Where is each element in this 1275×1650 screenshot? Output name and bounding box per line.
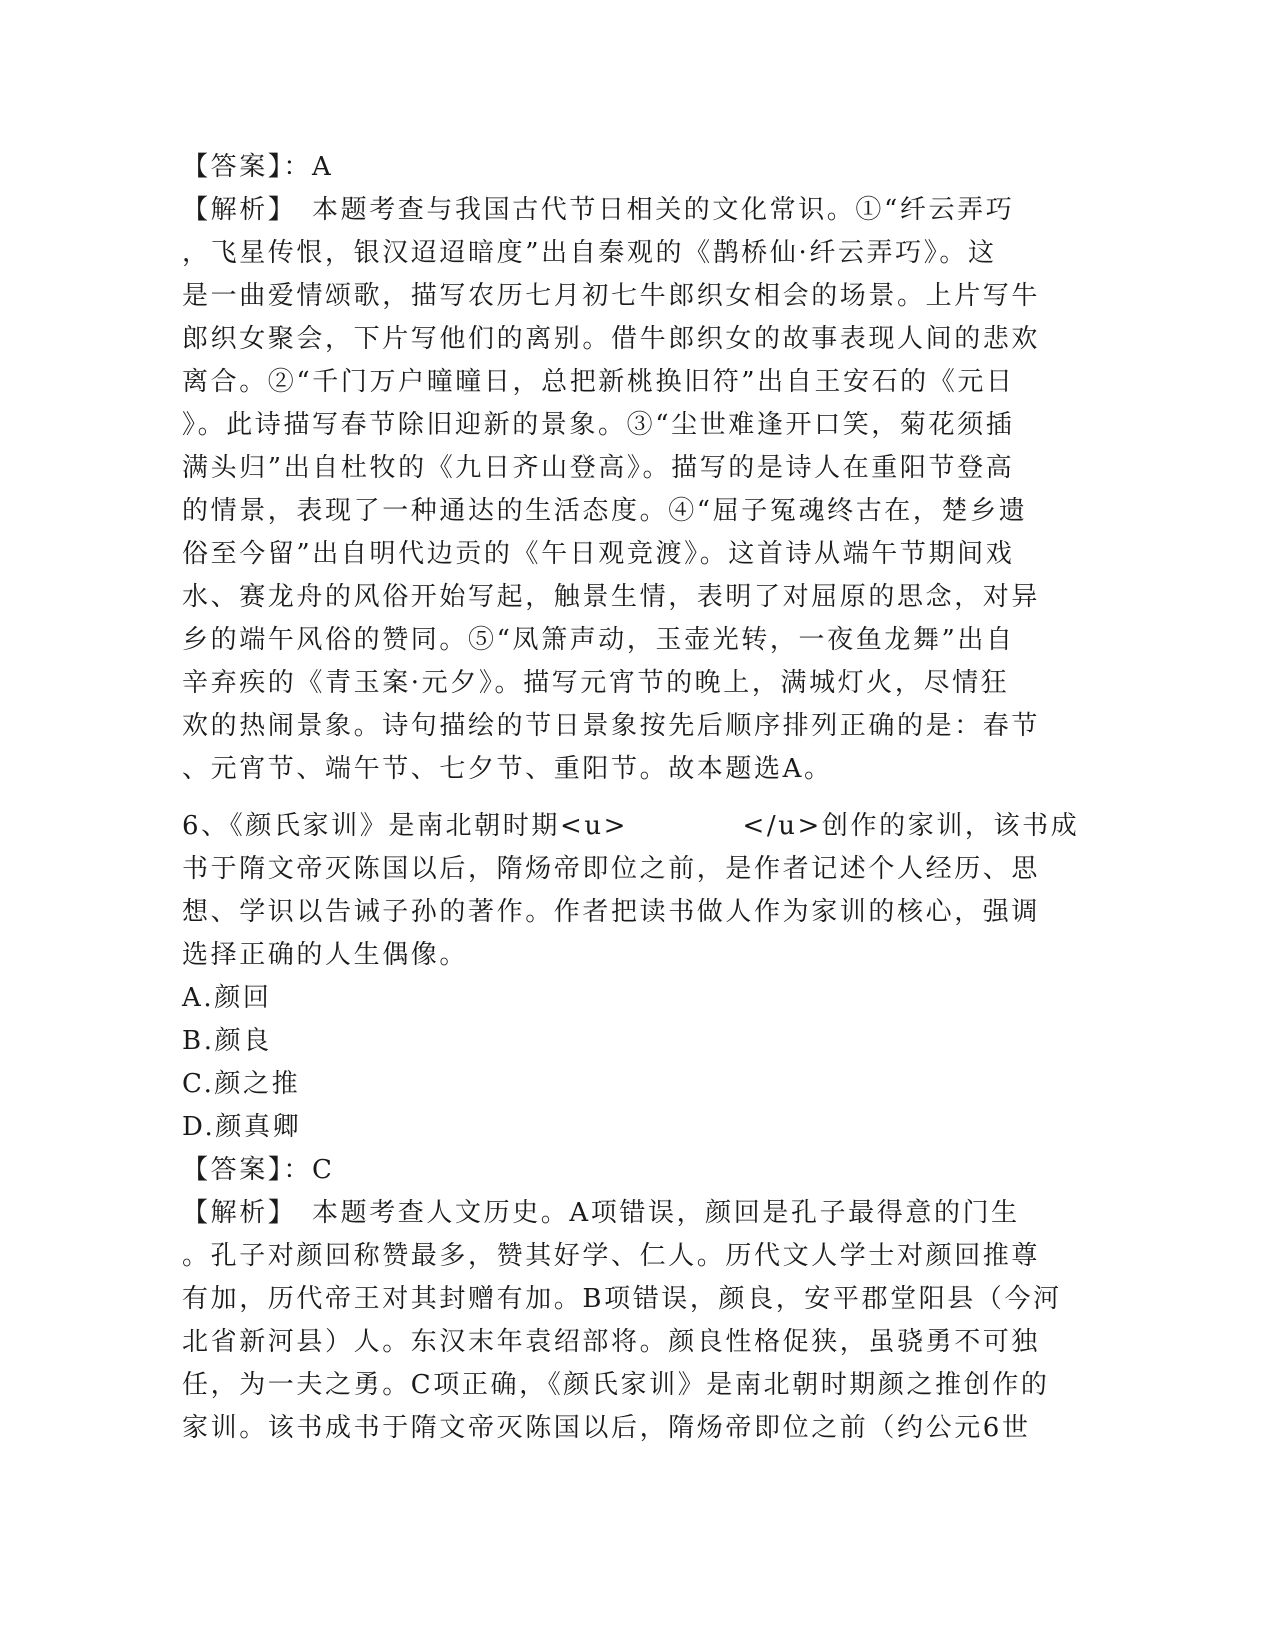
analysis-line: 郎织女聚会，下片写他们的离别。借牛郎织女的故事表现人间的悲欢 <box>182 324 1041 354</box>
analysis-line: 、元宵节、端午节、七夕节、重阳节。故本题选A。 <box>182 754 833 784</box>
analysis-line: 辛弃疾的《青玉案·元夕》。描写元宵节的晚上，满城灯火，尽情狂 <box>182 668 1010 698</box>
section-gap <box>182 791 1082 805</box>
option-d: D.颜真卿 <box>182 1112 302 1142</box>
option-a: A.颜回 <box>182 983 272 1013</box>
analysis-line: 欢的热闹景象。诗句描绘的节日景象按先后顺序排列正确的是：春节 <box>182 711 1041 741</box>
analysis-line: 。孔子对颜回称赞最多，赞其好学、仁人。历代文人学士对颜回推尊 <box>182 1241 1041 1271</box>
option-b: B.颜良 <box>182 1026 272 1056</box>
analysis-line: 【解析】 本题考查人文历史。A项错误，颜回是孔子最得意的门生 <box>182 1198 1020 1228</box>
question-stem-line: 选择正确的人生偶像。 <box>182 940 469 970</box>
analysis-line: 有加，历代帝王对其封赠有加。B项错误，颜良，安平郡堂阳县（今河 <box>182 1284 1062 1314</box>
analysis-line: ，飞星传恨，银汉迢迢暗度”出自秦观的《鹊桥仙·纤云弄巧》。这 <box>182 238 997 268</box>
analysis-line: 北省新河县）人。东汉末年袁绍部将。颜良性格促狭，虽骁勇不可独 <box>182 1327 1041 1357</box>
analysis-line: 满头归”出自杜牧的《九日齐山登高》。描写的是诗人在重阳节登高 <box>182 453 1015 483</box>
question-stem-line: 书于隋文帝灭陈国以后，隋炀帝即位之前，是作者记述个人经历、思 <box>182 854 1041 884</box>
analysis-line: 是一曲爱情颂歌，描写农历七月初七牛郎织女相会的场景。上片写牛 <box>182 281 1041 311</box>
answer-line: 【答案】：C <box>182 1155 335 1185</box>
analysis-line: 任，为一夫之勇。C项正确，《颜氏家训》是南北朝时期颜之推创作的 <box>182 1370 1050 1400</box>
analysis-line: 家训。该书成书于隋文帝灭陈国以后，隋炀帝即位之前（约公元6世 <box>182 1413 1031 1443</box>
analysis-line: 俗至今留”出自明代边贡的《午日观竞渡》。这首诗从端午节期间戏 <box>182 539 1015 569</box>
question-stem-line: 6、《颜氏家训》是南北朝时期<u> </u>创作的家训，该书成 <box>182 811 1080 841</box>
document-page <box>182 146 1082 1450</box>
analysis-line: 》。此诗描写春节除旧迎新的景象。③“尘世难逢开口笑，菊花须插 <box>182 410 1015 440</box>
question-stem-line: 想、学识以告诫子孙的著作。作者把读书做人作为家训的核心，强调 <box>182 897 1041 927</box>
answer-line: 【答案】：A <box>182 152 334 182</box>
analysis-line: 的情景，表现了一种通达的生活态度。④“屈子冤魂终古在，楚乡遗 <box>182 496 1028 526</box>
analysis-line: 【解析】 本题考查与我国古代节日相关的文化常识。①“纤云弄巧 <box>182 195 1015 225</box>
analysis-line: 水、赛龙舟的风俗开始写起，触景生情，表明了对屈原的思念，对异 <box>182 582 1041 612</box>
analysis-line: 离合。②“千门万户曈曈日，总把新桃换旧符”出自王安石的《元日 <box>182 367 1015 397</box>
analysis-line: 乡的端午风俗的赞同。⑤“凤箫声动，玉壶光转，一夜鱼龙舞”出自 <box>182 625 1015 655</box>
option-c: C.颜之推 <box>182 1069 301 1099</box>
